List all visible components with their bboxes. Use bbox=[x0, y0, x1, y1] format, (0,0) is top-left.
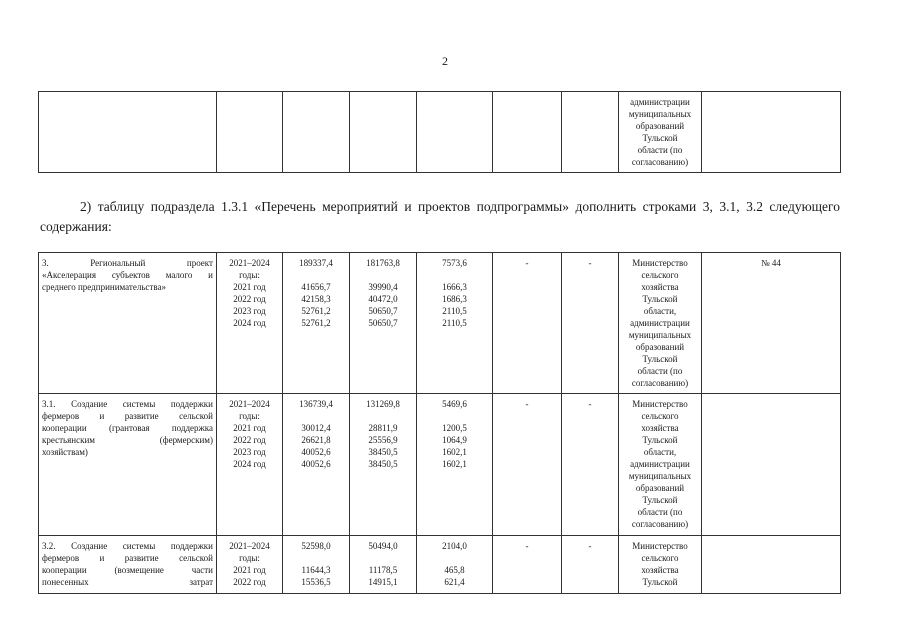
instruction-paragraph: 2) таблицу подраздела 1.3.1 «Перечень мероприятий и проектов подпрограммы» дополнить строками 3, 3.1, 3.2 следующего содержания: bbox=[40, 199, 840, 234]
cell-regional: 7573,6 1666,3 1686,3 2110,5 2110,5 bbox=[417, 253, 493, 394]
table-row bbox=[39, 536, 841, 594]
cell-empty bbox=[562, 92, 619, 173]
cell-period: 2021–2024 годы: 2021 год 2022 год 2023 год 2024 год bbox=[217, 394, 283, 536]
cell-other: - bbox=[562, 253, 619, 394]
cell-federal: 181763,8 39990,4 40472,0 50650,7 50650,7 bbox=[350, 253, 417, 394]
cell-empty bbox=[702, 92, 841, 173]
cell-note: № 44 bbox=[702, 253, 841, 394]
cell-measure-name: 3.1. Создание системы поддержки фермеров и развитие сельской кооперации (грантовая поддержка крестьянским (фермерским) хозяйствам) bbox=[39, 394, 217, 536]
cell-local: - bbox=[493, 536, 562, 594]
page-number: 2 bbox=[442, 54, 448, 68]
cell-total: 52598,0 11644,3 15536,5 bbox=[283, 536, 350, 594]
cell-responsible: Министерство сельского хозяйства Тульской области, администрации муниципальных образований Тульской области (по согласованию) bbox=[619, 253, 702, 394]
cell-empty bbox=[283, 92, 350, 173]
cell-responsible: администрации муниципальных образований Тульской области (по согласованию) bbox=[619, 92, 702, 173]
cell-total: 136739,4 30012,4 26621,8 40052,6 40052,6 bbox=[283, 394, 350, 536]
cell-regional: 5469,6 1200,5 1064,9 1602,1 1602,1 bbox=[417, 394, 493, 536]
cell-empty bbox=[217, 92, 283, 173]
cell-measure-name: 3. Региональный проект «Акселерация субъектов малого и среднего предпринимательства» bbox=[39, 253, 217, 394]
cell-empty bbox=[493, 92, 562, 173]
cell-other: - bbox=[562, 536, 619, 594]
cell-responsible: Министерство сельского хозяйства Тульской bbox=[619, 536, 702, 594]
table-row bbox=[39, 394, 841, 536]
cell-regional: 2104,0 465,8 621,4 bbox=[417, 536, 493, 594]
cell-empty bbox=[417, 92, 493, 173]
cell-federal: 131269,8 28811,9 25556,9 38450,5 38450,5 bbox=[350, 394, 417, 536]
table-continuation bbox=[38, 91, 841, 173]
cell-federal: 50494,0 11178,5 14915,1 bbox=[350, 536, 417, 594]
cell-other: - bbox=[562, 394, 619, 536]
cell-local: - bbox=[493, 394, 562, 536]
cell-empty bbox=[350, 92, 417, 173]
cell-period: 2021–2024 годы: 2021 год 2022 год 2023 год 2024 год bbox=[217, 253, 283, 394]
cell-note bbox=[702, 394, 841, 536]
cell-period: 2021–2024 годы: 2021 год 2022 год bbox=[217, 536, 283, 594]
cell-measure-name: 3.2. Создание системы поддержки фермеров и развитие сельской кооперации (возмещение части понесенных затрат bbox=[39, 536, 217, 594]
cell-responsible: Министерство сельского хозяйства Тульской области, администрации муниципальных образований Тульской области (по согласованию) bbox=[619, 394, 702, 536]
cell-total: 189337,4 41656,7 42158,3 52761,2 52761,2 bbox=[283, 253, 350, 394]
cell-local: - bbox=[493, 253, 562, 394]
measures-table bbox=[38, 252, 841, 594]
cell-empty bbox=[39, 92, 217, 173]
table-row bbox=[39, 253, 841, 394]
cell-note bbox=[702, 536, 841, 594]
